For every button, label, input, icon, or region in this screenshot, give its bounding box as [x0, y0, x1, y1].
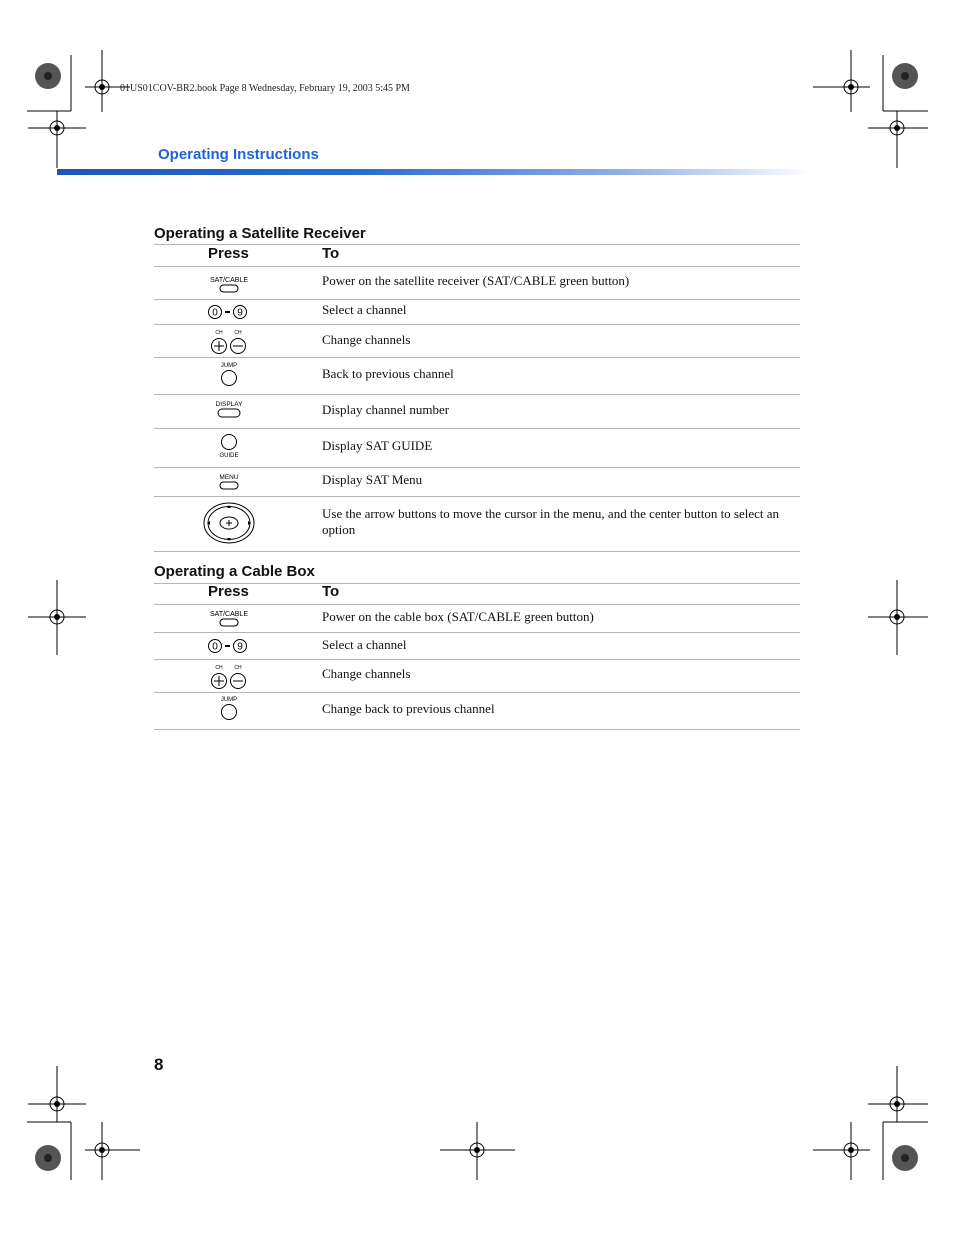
- jump-button: [198, 361, 260, 387]
- svg-text:CH: CH: [215, 665, 223, 671]
- number-buttons: [198, 302, 260, 322]
- table-row-text: Display SAT Menu: [322, 472, 423, 487]
- svg-text:CH: CH: [234, 665, 242, 671]
- svg-text:0: 0: [212, 641, 218, 653]
- table-row-text: Back to previous channel: [322, 366, 454, 381]
- cable-table: [154, 583, 800, 731]
- print-info: 01US01COV-BR2.book Page 8 Wednesday, February 19, 2003 5:45 PM: [120, 83, 410, 94]
- col-press: Press: [208, 245, 249, 262]
- header-bar: [57, 169, 812, 175]
- table-row-text: Select a channel: [322, 637, 407, 652]
- svg-text:9: 9: [237, 307, 243, 319]
- table-row-text: Use the arrow buttons to move the cursor in the menu, and the center button to select an option: [322, 506, 780, 537]
- jump-button-icon: [207, 695, 251, 721]
- sat-cable-button-icon: [207, 608, 251, 630]
- page-number: 8: [154, 1055, 164, 1074]
- table-row-text: Change channels: [322, 332, 411, 347]
- number-buttons-icon: [207, 637, 251, 655]
- ch-plus-minus-icon: [207, 328, 251, 356]
- svg-text:DISPLAY: DISPLAY: [215, 401, 243, 408]
- number-buttons-icon: [207, 303, 251, 321]
- guide-button: [198, 433, 260, 461]
- menu-button: [198, 471, 260, 493]
- cable-heading: Operating a Cable Box: [154, 563, 315, 580]
- section-title: Operating Instructions: [158, 146, 319, 163]
- guide-button-icon: [207, 433, 251, 461]
- svg-text:SAT/CABLE: SAT/CABLE: [210, 277, 248, 284]
- menu-button-icon: [207, 472, 251, 492]
- svg-text:SAT/CABLE: SAT/CABLE: [210, 611, 248, 618]
- sat-cable-button: [198, 608, 260, 630]
- svg-text:MENU: MENU: [219, 474, 239, 481]
- svg-text:CH: CH: [215, 330, 223, 336]
- ch-plus-minus-buttons: [198, 328, 260, 356]
- jump-button-icon: [207, 361, 251, 387]
- display-button: [198, 398, 260, 422]
- table-row-text: Change channels: [322, 666, 411, 681]
- joystick-button: [198, 501, 260, 545]
- table-row-text: Display SAT GUIDE: [322, 438, 433, 453]
- svg-text:JUMP: JUMP: [220, 697, 238, 703]
- svg-text:JUMP: JUMP: [220, 363, 238, 369]
- number-buttons: [198, 636, 260, 656]
- table-row-text: Select a channel: [322, 302, 407, 317]
- jump-button: [198, 695, 260, 721]
- table-row-text: Power on the satellite receiver (SAT/CABLE green button): [322, 273, 630, 288]
- table-row-text: Power on the cable box (SAT/CABLE green button): [322, 609, 594, 624]
- satellite-heading: Operating a Satellite Receiver: [154, 225, 366, 242]
- svg-text:GUIDE: GUIDE: [219, 453, 239, 459]
- col-to: To: [322, 245, 340, 262]
- sat-cable-button: [198, 272, 260, 296]
- ch-plus-minus-icon: [207, 663, 251, 691]
- sat-cable-button-icon: [207, 273, 251, 295]
- table-row-text: Display channel number: [322, 402, 450, 417]
- joystick-icon: [202, 501, 256, 545]
- svg-text:0: 0: [212, 307, 218, 319]
- table-row-text: Change back to previous channel: [322, 701, 495, 716]
- display-button-icon: [207, 399, 251, 421]
- ch-plus-minus-buttons: [198, 663, 260, 691]
- svg-text:CH: CH: [234, 330, 242, 336]
- col-press: Press: [208, 583, 249, 600]
- svg-text:9: 9: [237, 641, 243, 653]
- satellite-table: [154, 244, 800, 552]
- col-to: To: [322, 583, 340, 600]
